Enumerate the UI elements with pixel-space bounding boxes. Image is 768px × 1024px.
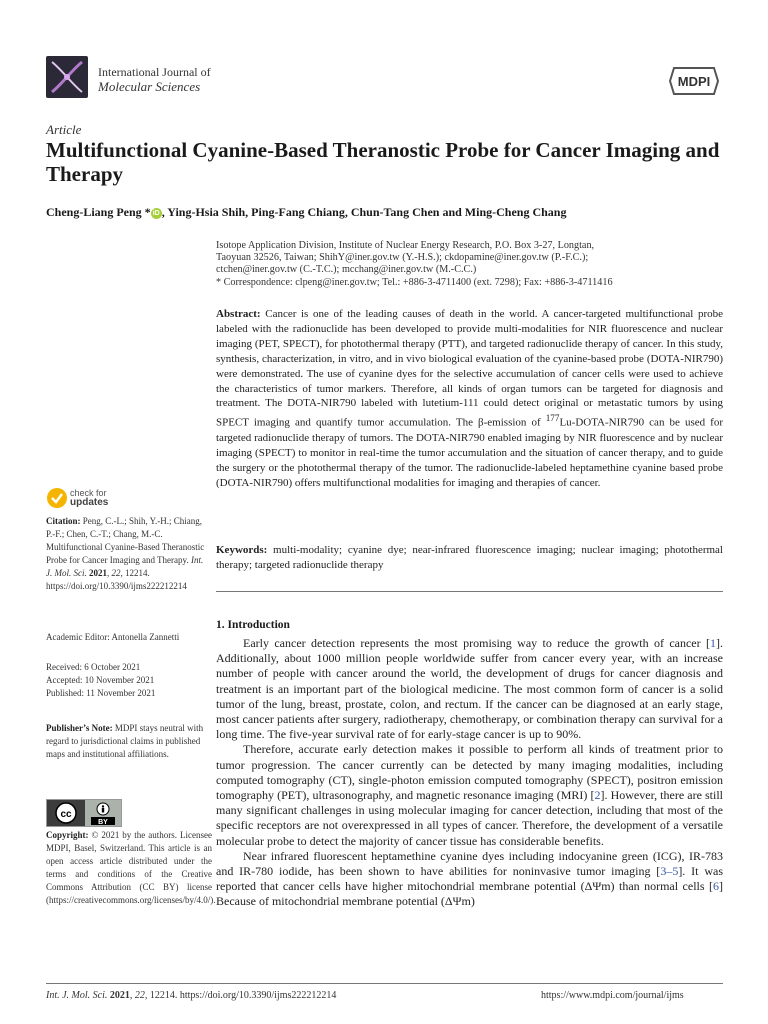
isotope-superscript: 177	[545, 413, 560, 424]
section-divider	[216, 591, 723, 592]
citation-link[interactable]: 3–5	[660, 864, 679, 879]
dates-block	[46, 661, 206, 700]
doi-link[interactable]: 12214. https://doi.org/10.3390/ijms222212214	[46, 568, 187, 591]
citation-block: Citation: Peng, C.-L.; Shih, Y.-H.; Chiang, P.-F.; Chen, C.-T.; Chang, M.-C. Multifunctional Cyanine-Based Theranostic Probe for Cancer Imaging and Therapy. Int. J. Mol. Sci. 2021, 22, 12214. https://doi.org/10.3390/ijms222212214	[46, 516, 205, 591]
footer-journal-url[interactable]: https://www.mdpi.com/journal/ijms	[541, 990, 684, 1001]
check-for-updates-icon[interactable]	[46, 487, 68, 509]
abstract	[216, 307, 723, 491]
publisher-note: Publisher’s Note: MDPI stays neutral with regard to jurisdictional claims in published maps and institutional affiliations.	[46, 723, 204, 759]
article-title: Multifunctional Cyanine-Based Theranostic Probe for Cancer Imaging and Therapy	[46, 138, 720, 186]
author-list	[46, 205, 736, 220]
footer-doi-link[interactable]: 12214. https://doi.org/10.3390/ijms222212214	[147, 990, 337, 1001]
mdpi-logo[interactable]	[668, 66, 720, 96]
abstract-text-cont: Lu-DOTA-NIR790 can be used for targeted radionuclide therapy of tumors. The DOTA-NIR790 enabled imaging by NIR fluorescence and by nuclear imaging (SPECT) to monitor in real-time the tumor accumulation and the situation of cancer therapy, and to guide the surgery or the photothermal therapy of the tumor. The radionuclide-labeled heptamethine cyanine based probe (DOTA-NIR790) offers multifunctional modalities for imaging and therapies of cancer.	[216, 417, 724, 489]
check-for-updates[interactable]	[70, 488, 108, 508]
article-type: Article	[46, 122, 82, 137]
section-heading: 1. Introduction	[216, 619, 290, 631]
svg-text:cc: cc	[60, 809, 72, 820]
mdpi-logo-text: MDPI	[677, 74, 711, 89]
journal-logo	[46, 56, 88, 98]
paragraph: Therefore, accurate early detection makes it possible to perform all kinds of treatment prior to tumor progression. The cancer currently can be detected by many imaging modalities, including computed tomography (CT), single-photon emission computed tomography (SPECT), positron emission tomography (PET), ultrasonography, and magnetic resonance imaging (MRI) [2]. However, there are still many significant challenges in using molecular imaging for cancer detection, including that most of the specific receptors are not overexpressed in all types of cancer. Therefore, the development of a versatile molecular probe to detect the majority of cancer tissue has considerable benefits.	[216, 742, 723, 848]
cc-by-license-badge[interactable]	[46, 799, 122, 827]
journal-name-line1: International Journal of	[98, 65, 211, 79]
introduction-body	[216, 636, 723, 910]
copyright-label: Copyright:	[46, 830, 89, 840]
published-date: Published: 11 November 2021	[46, 688, 156, 698]
citation-link[interactable]: 1	[710, 636, 716, 650]
citation-link[interactable]: 2	[594, 788, 601, 803]
academic-editor: Academic Editor: Antonella Zannetti	[46, 632, 180, 642]
citation-link[interactable]: 6	[713, 879, 719, 894]
cc-by-text: BY	[98, 819, 108, 826]
keywords-text: multi-modality; cyanine dye; near-infrared fluorescence imaging; nuclear imaging; photothermal therapy; targeted radionuclide therapy	[216, 544, 723, 571]
footer-citation: Int. J. Mol. Sci. 2021, 22, 12214. https://doi.org/10.3390/ijms222212214	[46, 990, 337, 1001]
affiliation-line: Taoyuan 32526, Taiwan; ShihY@iner.gov.tw (Y.-H.S.); ckdopamine@iner.gov.tw (P.-F.C.);	[216, 252, 589, 264]
citation-label: Citation:	[46, 516, 81, 526]
affiliation-line: ctchen@iner.gov.tw (C.-T.C.); mcchang@iner.gov.tw (M.-C.C.)	[216, 264, 477, 276]
check-line1: check for	[70, 488, 107, 498]
copyright-block: Copyright: © 2021 by the authors. Licensee MDPI, Basel, Switzerland. This article is an open access article distributed under the terms and conditions of the Creative Commons Attribution (CC BY) license (https://creativecommons.org/licenses/by/4.0/).	[46, 830, 216, 905]
abstract-text: Cancer is one of the leading causes of death in the world. A cancer-targeted multifunctional probe labeled with the radionuclide has been developed to provide multi-modalities for NIR fluorescence and nuclear imaging (PET, SPECT), for photothermal therapy (PTT), and targeted radionuclide therapy of cancer. In this study, synthesis, characterization, in vitro, and in vivo biological evaluation of the cyanine-based probe (DOTA-NIR790) were demonstrated. The use of cyanine dyes for the selective accumulation of cancer cells were used to achieve the characteristics of tumor markers. Therefore, all kinds of organ tumors can be targeted for diagnosis and treatment. The DOTA-NIR790 labeled with lutetium-111 could detect original or metastatic tumors by using SPECT imaging and quantify tumor accumulation. The β-emission of	[216, 308, 723, 429]
affiliation-line: Isotope Application Division, Institute of Nuclear Energy Research, P.O. Box 3-27, Longtan,	[216, 240, 595, 251]
co-authors: , Ying-Hsia Shih, Ping-Fang Chiang, Chun-Tang Chen and Ming-Cheng Chang	[161, 205, 567, 219]
check-line2: updates	[70, 497, 109, 508]
correspondence-line: * Correspondence: clpeng@iner.gov.tw; Tel.: +886-3-4711400 (ext. 7298); Fax: +886-3-4711416	[216, 276, 613, 288]
paragraph: Early cancer detection represents the most promising way to reduce the growth of cancer [1]. Additionally, about 1000 million people worldwide suffer from cancer every year, with an increase number of people with cancer around the world, the development of drugs for cancer diagnosis and treatment is an important part of the biological medicine. The most common form of cancer is a solid tumor of the lung, breast, prostate, colon, and rectum. If the cancer can be diagnosed at an early stage, most cancer patients after surgery, radiotherapy, chemotherapy, or combination therapy can survival for a long time. The five-year survival rate of for early-stage cancer is up to 90%.	[216, 636, 723, 742]
publisher-note-label: Publisher’s Note:	[46, 723, 113, 733]
received-date: Received: 6 October 2021	[46, 662, 141, 672]
journal-name-line2: Molecular Sciences	[98, 79, 201, 94]
orcid-icon[interactable]: iD	[152, 210, 160, 217]
abstract-label: Abstract:	[216, 308, 261, 320]
keywords	[216, 543, 723, 573]
first-author[interactable]: Cheng-Liang Peng *	[46, 205, 151, 219]
accepted-date: Accepted: 10 November 2021	[46, 675, 155, 685]
footer-divider	[46, 983, 723, 984]
paragraph: Near infrared fluorescent heptamethine cyanine dyes including indocyanine green (ICG), IR-783 and IR-780 iodide, has been shown to have abilities for noninvasive tumor imaging [3–5]. It was reported that cancer cells have higher mitochondrial membrane potential (ΔΨm) than normal cells [6] Because of mitochondrial membrane potential (ΔΨm)	[216, 848, 724, 909]
keywords-label: Keywords:	[216, 544, 268, 556]
affiliation	[216, 240, 726, 289]
